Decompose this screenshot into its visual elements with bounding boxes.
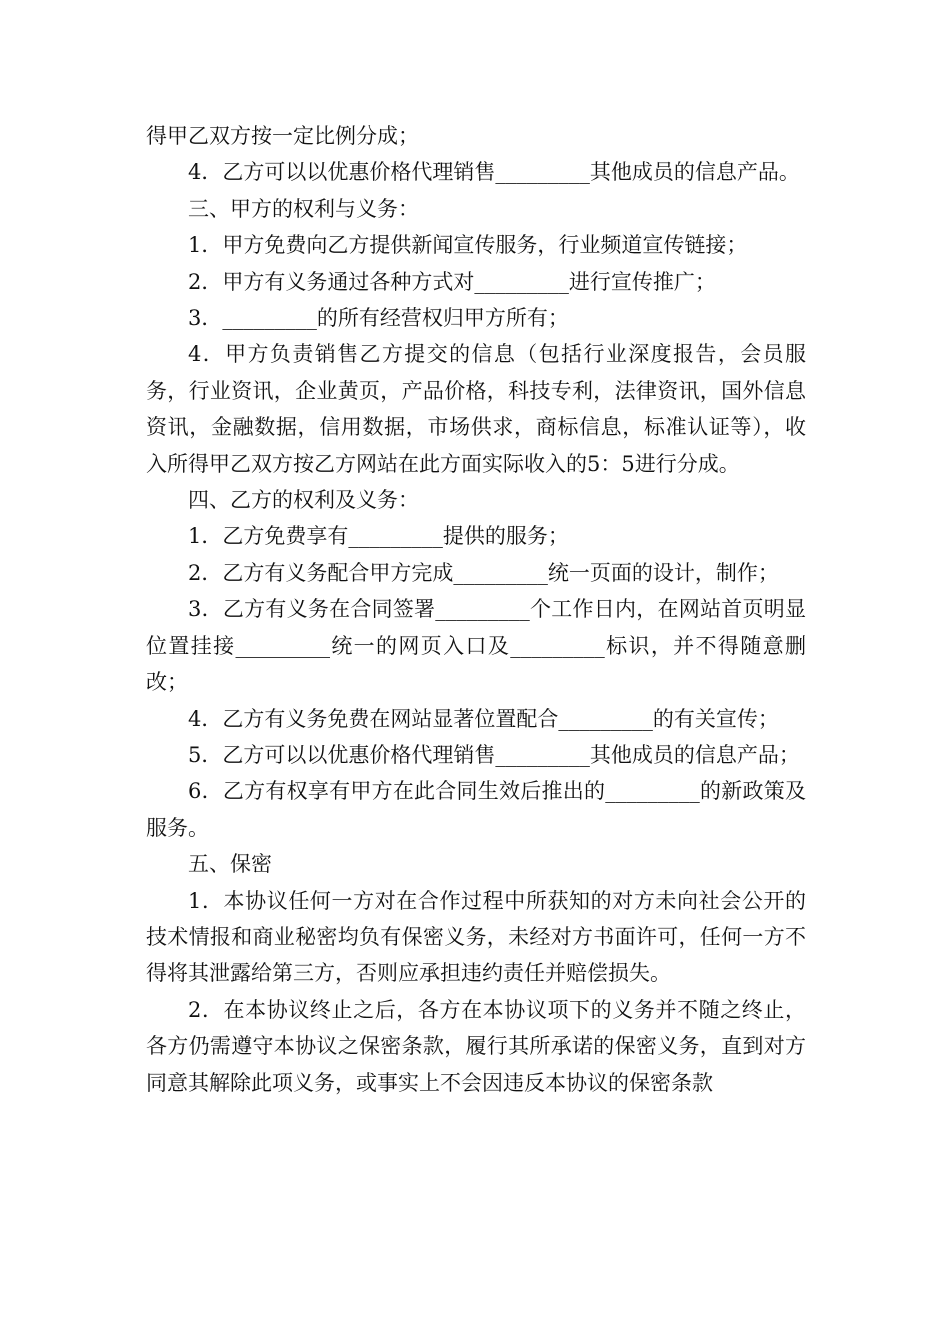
section-heading-4: 四、乙方的权利及义务：	[188, 488, 419, 513]
section-heading-3: 三、甲方的权利与义务：	[188, 196, 419, 221]
section-heading-5: 五、保密	[188, 852, 272, 877]
paragraph-item-4-2: 2．乙方有义务配合甲方完成_________统一页面的设计，制作；	[188, 560, 779, 585]
paragraph-item-5-2: 2．在本协议终止之后，各方在本协议项下的义务并不随之终止，各方仍需遵守本协议之保密条款，履行其所承诺的保密义务，直到对方同意其解除此项义务，或事实上不会因违反本协议的保密条款	[146, 997, 806, 1095]
paragraph-item-5-1: 1．本协议任何一方对在合作过程中所获知的对方未向社会公开的技术情报和商业秘密均负有保密义务，未经对方书面许可，任何一方不得将其泄露给第三方，否则应承担违约责任并赔偿损失。	[146, 888, 806, 986]
paragraph-item-3-4: 4．甲方负责销售乙方提交的信息（包括行业深度报告，会员服务，行业资讯，企业黄页，产品价格，科技专利，法律资讯，国外信息资讯，金融数据，信用数据，市场供求，商标信息，标准认证等），收入所得甲乙双方按乙方网站在此方面实际收入的5：5进行分成。	[146, 342, 806, 476]
paragraph-continuation: 得甲乙双方按一定比例分成；	[146, 124, 419, 148]
paragraph-item-4-1: 1．乙方免费享有_________提供的服务；	[188, 524, 569, 549]
paragraph-item-2-4: 4．乙方可以以优惠价格代理销售_________其他成员的信息产品。	[188, 160, 800, 185]
paragraph-item-3-3: 3．_________的所有经营权归甲方所有；	[188, 306, 569, 331]
document-page	[146, 118, 806, 1101]
paragraph-item-4-3: 3．乙方有义务在合同签署_________个工作日内，在网站首页明显位置挂接_________统一的网页入口及_________标识，并不得随意删改；	[146, 597, 806, 695]
paragraph-item-4-6: 6．乙方有权享有甲方在此合同生效后推出的_________的新政策及服务。	[146, 779, 806, 840]
paragraph-item-4-4: 4．乙方有义务免费在网站显著位置配合_________的有关宣传；	[188, 706, 779, 731]
paragraph-item-4-5: 5．乙方可以以优惠价格代理销售_________其他成员的信息产品；	[188, 742, 800, 767]
paragraph-item-3-2: 2．甲方有义务通过各种方式对_________进行宣传推广；	[188, 269, 716, 294]
paragraph-item-3-1: 1．甲方免费向乙方提供新闻宣传服务，行业频道宣传链接；	[188, 233, 748, 258]
